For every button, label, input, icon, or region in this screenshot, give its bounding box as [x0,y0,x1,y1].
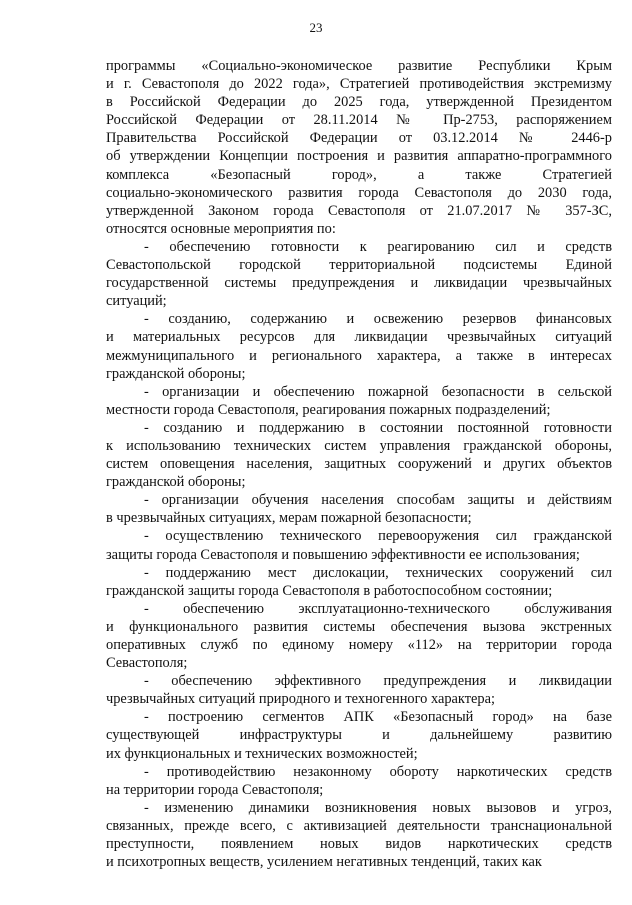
text-line: преступности, появлением новых видов наркотических средств [106,836,612,853]
text-line: об утверждении Концепции построения и развития аппаратно-программного [106,148,612,165]
text-line: комплекса «Безопасный город», а также Стратегией [106,166,612,183]
text-line: ситуаций; [106,293,167,310]
text-line: на территории города Севастополя; [106,781,324,798]
text-line: систем оповещения населения, защитных сооружений и других объектов [106,456,612,473]
text-line: местности города Севастополя, реагирования пожарных подразделений; [106,401,551,418]
text-line: и функционального развития системы обеспечения вызова экстренных [106,618,612,635]
text-line: гражданской защиты города Севастополя в работоспособном состоянии; [106,582,553,599]
text-line: - поддержанию мест дислокации, технических сооружений сил [144,564,612,581]
text-line: - организации и обеспечению пожарной безопасности в сельской [144,383,612,400]
text-line: - обеспечению готовности к реагированию сил и средств [144,238,612,255]
text-line: - осуществлению технического перевооружения сил гражданской [144,528,612,545]
text-line: чрезвычайных ситуаций природного и техногенного характера; [106,691,495,708]
list-item [106,238,612,310]
page-number: 23 [309,20,323,35]
text-line: существующей инфраструктуры и дальнейшему развитию [106,727,612,744]
text-line: оперативных служб по единому номеру «112» на территории города [106,637,612,653]
list-item [106,310,612,382]
list-item [106,799,612,871]
intro-paragraph [106,57,612,238]
text-line: и материальных ресурсов для ликвидации чрезвычайных ситуаций [106,329,612,346]
text-line: связанных, прежде всего, с активизацией деятельности транснациональной [106,817,612,834]
text-line: Российской Федерации от 28.11.2014 № Пр-2753, распоряжением [106,112,612,129]
text-line: относятся основные мероприятия по: [106,220,336,237]
text-line: - построению сегментов АПК «Безопасный город» на базе [144,709,612,726]
document-body [106,57,612,871]
text-line: - созданию и поддержанию в состоянии постоянной готовности [144,419,612,436]
list-item [106,600,612,672]
text-line: - обеспечению эксплуатационно-технического обслуживания [144,600,612,617]
text-line: государственной системы предупреждения и ликвидации чрезвычайных [106,275,612,292]
text-line: к использованию технических систем управления гражданской обороны, [106,437,612,454]
text-line: - созданию, содержанию и освежению резервов финансовых [144,311,612,328]
text-line: - противодействию незаконному обороту наркотических средств [144,763,612,780]
list-item [106,419,612,491]
text-line: в Российской Федерации до 2025 года, утвержденной Президентом [106,94,612,111]
list-item [106,491,612,527]
list-item [106,763,612,799]
text-line: межмуниципального и регионального характера, а также в интересах [106,347,612,364]
text-line: их функциональных и технических возможностей; [106,745,418,762]
list-item [106,527,612,563]
list-item [106,564,612,600]
list-item [106,708,612,762]
text-line: Севастопольской городской территориальной подсистемы Единой [106,257,612,274]
text-line: программы «Социально-экономическое развитие Республики Крым [106,58,612,74]
text-line: - организации обучения населения способам защиты и действиям [144,492,612,509]
list-item [106,672,612,708]
text-line: Севастополя; [106,655,188,672]
text-line: утвержденной Законом города Севастополя от 21.07.2017 № 357-ЗС, [106,202,612,219]
text-line: и психотропных веществ, усилением негативных тенденций, таких как [106,854,542,871]
text-line: в чрезвычайных ситуациях, мерам пожарной безопасности; [106,510,472,527]
text-line: защиты города Севастополя и повышению эффективности ее использования; [106,546,580,563]
text-line: и г. Севастополя до 2022 года», Стратегией противодействия экстремизму [106,76,612,93]
text-line: социально-экономического развития города Севастополя до 2030 года, [106,184,612,201]
text-line: гражданской обороны; [106,365,246,382]
list-item [106,383,612,419]
text-line: гражданской обороны; [106,474,246,491]
text-line: - изменению динамики возникновения новых вызовов и угроз, [144,799,612,816]
text-line: - обеспечению эффективного предупреждения и ликвидации [144,673,612,690]
text-line: Правительства Российской Федерации от 03.12.2014 № 2446-р [106,130,612,147]
